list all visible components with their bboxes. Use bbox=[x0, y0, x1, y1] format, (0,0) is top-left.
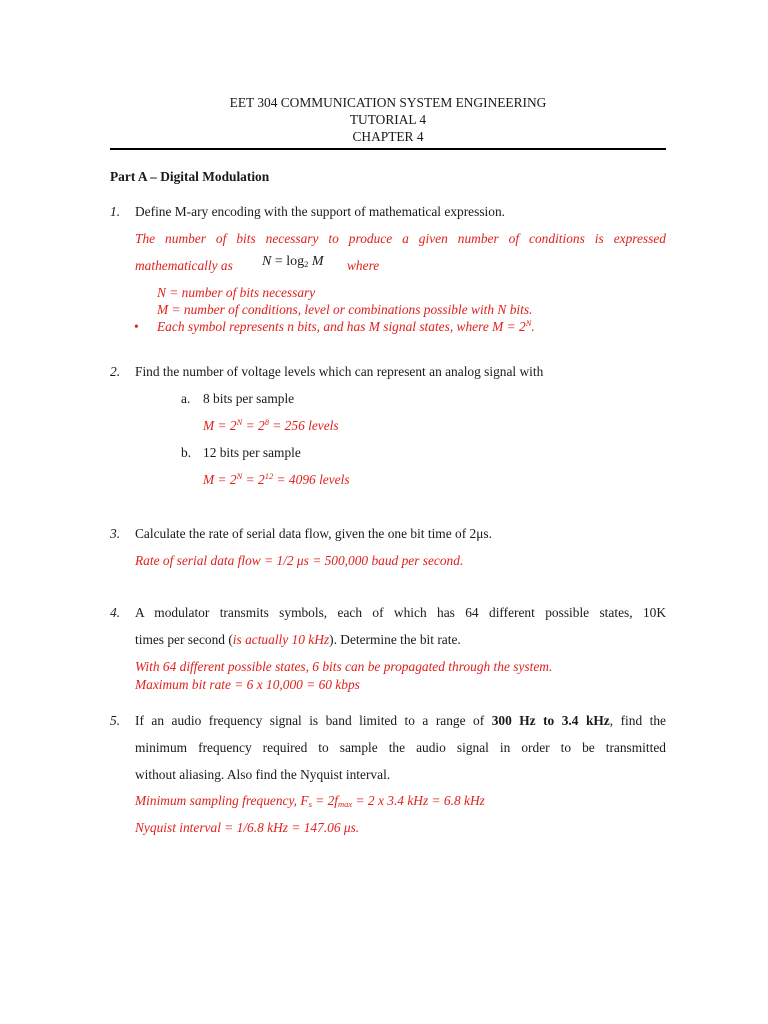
question-5-text-line1: If an audio frequency signal is band limited to a range of 300 Hz to 3.4 kHz, find the bbox=[135, 713, 666, 728]
header-divider bbox=[110, 148, 666, 150]
question-2b-answer: $M = 2^N = 2^{12} = 4096$ levels bbox=[203, 471, 350, 487]
question-5-number: 5. bbox=[110, 713, 121, 728]
question-2-number: 2. bbox=[110, 364, 121, 379]
question-1-answer-line1: The number of bits necessary to produce a given number of conditions is expressed bbox=[135, 231, 666, 246]
question-2a-answer: $M = 2^N = 2^8 = 256$ levels bbox=[203, 417, 339, 433]
part-title: Part A – Digital Modulation bbox=[110, 169, 270, 184]
bullet-icon: • bbox=[134, 319, 139, 334]
question-1-answer-line2: mathematically as bbox=[135, 258, 233, 273]
definition-n: N = number of bits necessary bbox=[157, 285, 316, 300]
question-2-text: Find the number of voltage levels which can represent an analog signal with bbox=[135, 364, 544, 379]
question-2b-label: b. bbox=[181, 445, 192, 460]
question-3-text: Calculate the rate of serial data flow, given the one bit time of 2μs. bbox=[135, 526, 492, 541]
question-2a-label: a. bbox=[181, 391, 191, 406]
symbol-definition: Each symbol represents n bits, and has M signal states, where $M = 2^N$. bbox=[157, 318, 535, 334]
question-3-number: 3. bbox=[110, 526, 121, 541]
question-5-answer-line2: Nyquist interval = 1/6.8 kHz = 147.06 μs. bbox=[135, 820, 360, 835]
question-2b-text: 12 bits per sample bbox=[203, 445, 301, 460]
question-5-text-line3: without aliasing. Also find the Nyquist interval. bbox=[135, 767, 391, 782]
question-4-number: 4. bbox=[110, 605, 121, 620]
question-2a-text: 8 bits per sample bbox=[203, 391, 295, 406]
question-3-answer: Rate of serial data flow = 1/2 μs = 500,000 baud per second. bbox=[135, 553, 464, 568]
course-title: EET 304 COMMUNICATION SYSTEM ENGINEERING bbox=[229, 95, 547, 110]
question-1-text: Define M-ary encoding with the support of mathematical expression. bbox=[135, 204, 505, 219]
question-4-answer-line2: Maximum bit rate = 6 x 10,000 = 60 kbps bbox=[135, 677, 360, 692]
definition-m: M = number of conditions, level or combinations possible with N bits. bbox=[157, 302, 533, 317]
question-4-answer-line1: With 64 different possible states, 6 bits can be propagated through the system. bbox=[135, 659, 553, 674]
formula-n-equals-log2-m: $N = \log_2 M$ bbox=[262, 254, 324, 269]
tutorial-title: TUTORIAL 4 bbox=[349, 112, 427, 127]
question-1-number: 1. bbox=[110, 204, 121, 219]
chapter-title: CHAPTER 4 bbox=[352, 129, 424, 144]
question-4-text-line1: A modulator transmits symbols, each of which has 64 different possible states, 10K bbox=[135, 605, 666, 620]
question-4-text-line2: times per second (is actually 10 kHz). Determine the bit rate. bbox=[135, 632, 461, 647]
question-5-text-line2: minimum frequency required to sample the audio signal in order to be transmitted bbox=[135, 740, 666, 755]
question-5-answer-line1: Minimum sampling frequency, $F_s = 2f_{max} = 2$ x 3.4 kHz = 6.8 kHz bbox=[135, 793, 485, 809]
question-1-where: where bbox=[347, 258, 380, 273]
